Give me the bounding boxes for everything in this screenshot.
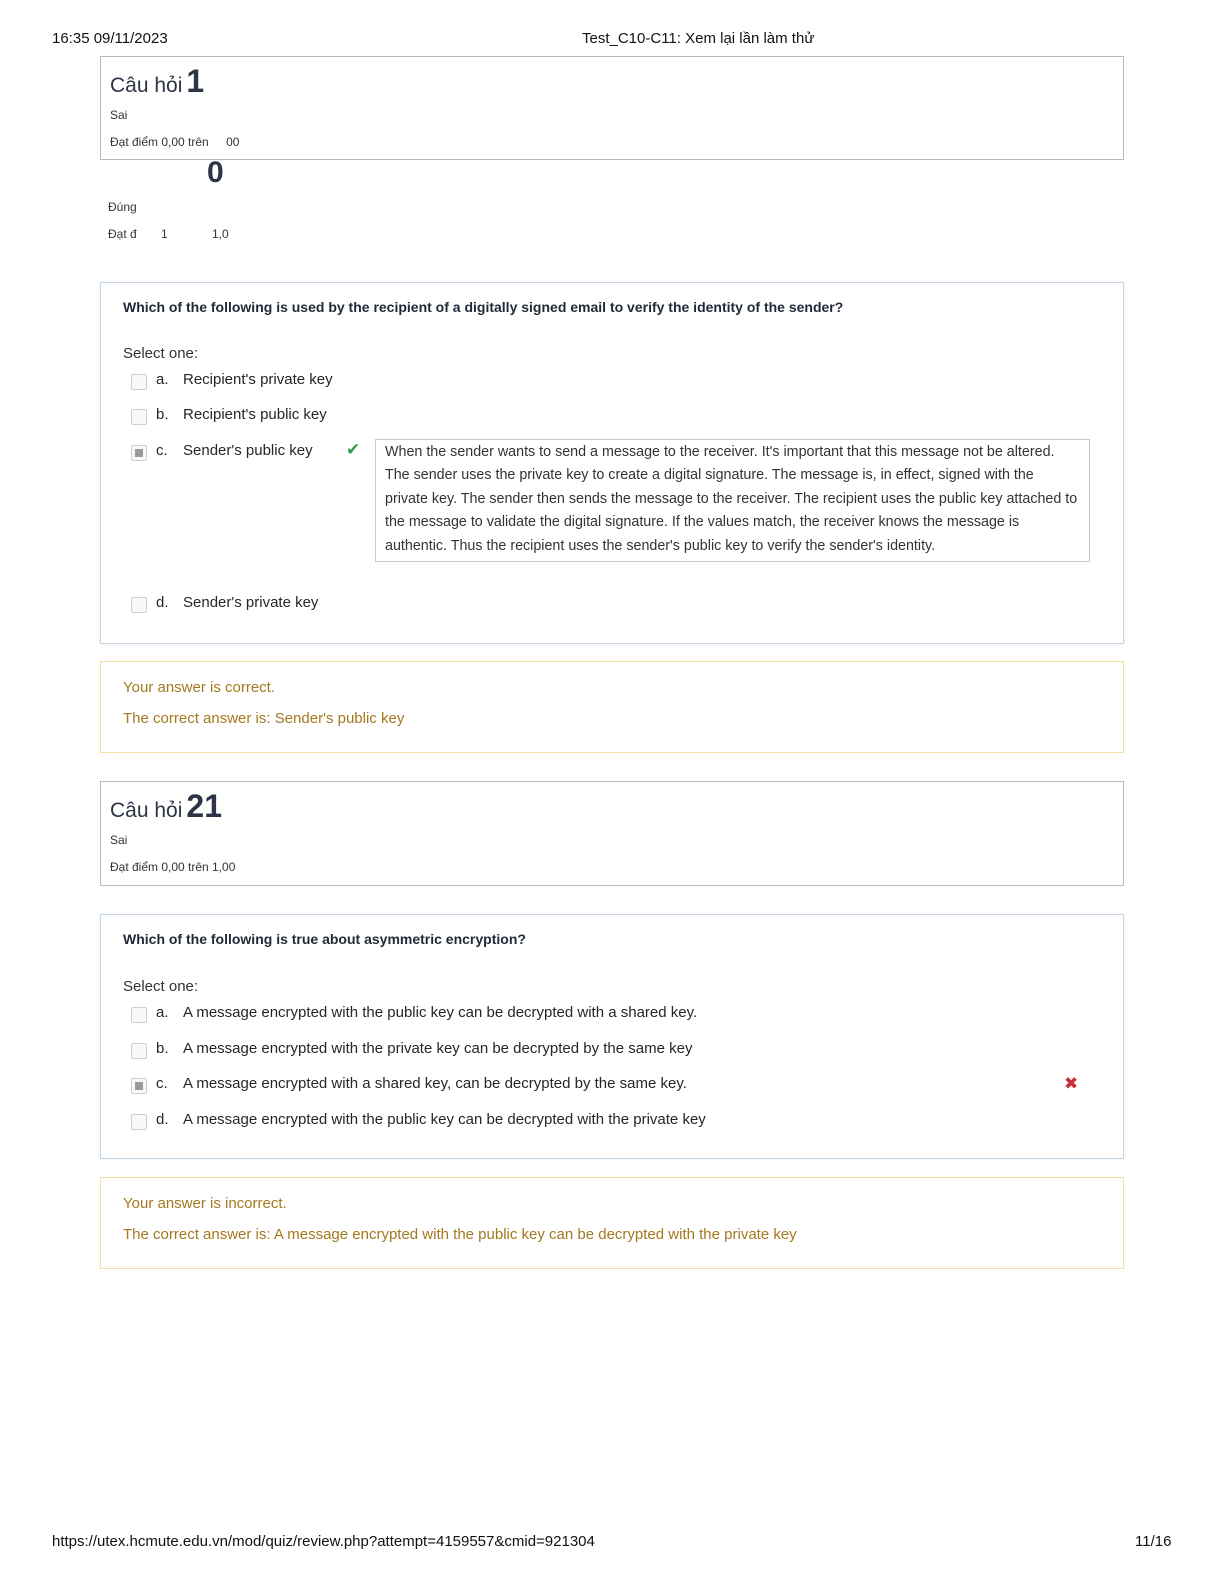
option-letter: b. [156,406,169,423]
radio-option-a[interactable] [131,1007,147,1023]
question-grade-tail: 00 [226,135,240,149]
ghost-grade-a: Đạt đ [108,227,137,241]
question-title-prefix: Câu hỏi [110,799,183,822]
question-text: Which of the following is used by the recipient of a digitally signed email to verify the identity of the sender? [123,299,844,315]
question-title [110,63,204,100]
question-grade: Đạt điểm 0,00 trên 1,00 [110,860,236,874]
question-title [110,788,222,825]
radio-option-d[interactable] [131,597,147,613]
print-page-number: 11/16 [1135,1533,1172,1550]
cross-icon: ✖ [1064,1074,1079,1093]
check-icon: ✔ [346,440,361,459]
option-label: A message encrypted with the public key can be decrypted with the private key [183,1111,706,1128]
ghost-question-number: 0 [207,156,224,189]
option-letter: d. [156,1111,169,1128]
option-label: Sender's public key [183,442,313,459]
question-text: Which of the following is true about asymmetric encryption? [123,931,526,947]
question-grade-text: Đạt điểm 0,00 trên [110,135,209,149]
option-label: A message encrypted with the public key can be decrypted with a shared key. [183,1004,698,1021]
radio-option-b[interactable] [131,1043,147,1059]
outcome-box [100,1177,1124,1269]
option-letter: c. [156,442,168,459]
print-url: https://utex.hcmute.edu.vn/mod/quiz/review.php?attempt=4159557&cmid=921304 [52,1533,595,1550]
option-letter: c. [156,1075,168,1092]
question-state: Sai [110,833,128,847]
radio-option-b[interactable] [131,409,147,425]
option-label: A message encrypted with the private key can be decrypted by the same key [183,1040,693,1057]
specific-feedback: When the sender wants to send a message to the receiver. It's important that this message not be altered. The sender uses the private key to create a digital signature. The message is, in effect, signed with the private key. The sender then sends the message to the receiver. The recipient uses the public key attached to the message to validate the digital signature. If the values match, the receiver knows the message is authentic. Thus the recipient uses the sender's public key to verify the sender's identity. [375,439,1090,562]
print-page-title: Test_C10-C11: Xem lại lần làm thử [582,30,815,47]
option-letter: d. [156,594,169,611]
option-label: Recipient's private key [183,371,333,388]
question-info-box [100,56,1124,160]
question-state: Sai [110,108,128,122]
select-one-label: Select one: [123,345,199,362]
correct-answer: The correct answer is: A message encrypted with the public key can be decrypted with the private key [123,1226,797,1243]
option-label: Sender's private key [183,594,319,611]
correct-answer: The correct answer is: Sender's public key [123,710,405,727]
question-content [100,914,1124,1159]
option-letter: a. [156,371,169,388]
outcome-box [100,661,1124,753]
outcome-status: Your answer is correct. [123,679,276,696]
ghost-question-state: Đúng [108,200,137,214]
outcome-status: Your answer is incorrect. [123,1195,287,1212]
option-label: A message encrypted with a shared key, can be decrypted by the same key. [183,1075,687,1092]
option-letter: b. [156,1040,169,1057]
radio-option-c[interactable] [131,1078,147,1094]
radio-option-d[interactable] [131,1114,147,1130]
ghost-grade-b: 1 [161,227,168,241]
question-title-prefix: Câu hỏi [110,74,183,97]
question-number: 1 [186,63,205,99]
question-info-box [100,781,1124,886]
question-grade [110,135,239,149]
option-label: Recipient's public key [183,406,327,423]
print-datetime: 16:35 09/11/2023 [52,30,168,47]
question-number: 21 [186,788,222,824]
radio-option-c[interactable] [131,445,147,461]
option-letter: a. [156,1004,169,1021]
radio-option-a[interactable] [131,374,147,390]
select-one-label: Select one: [123,978,199,995]
ghost-grade-c: 1,0 [212,227,229,241]
